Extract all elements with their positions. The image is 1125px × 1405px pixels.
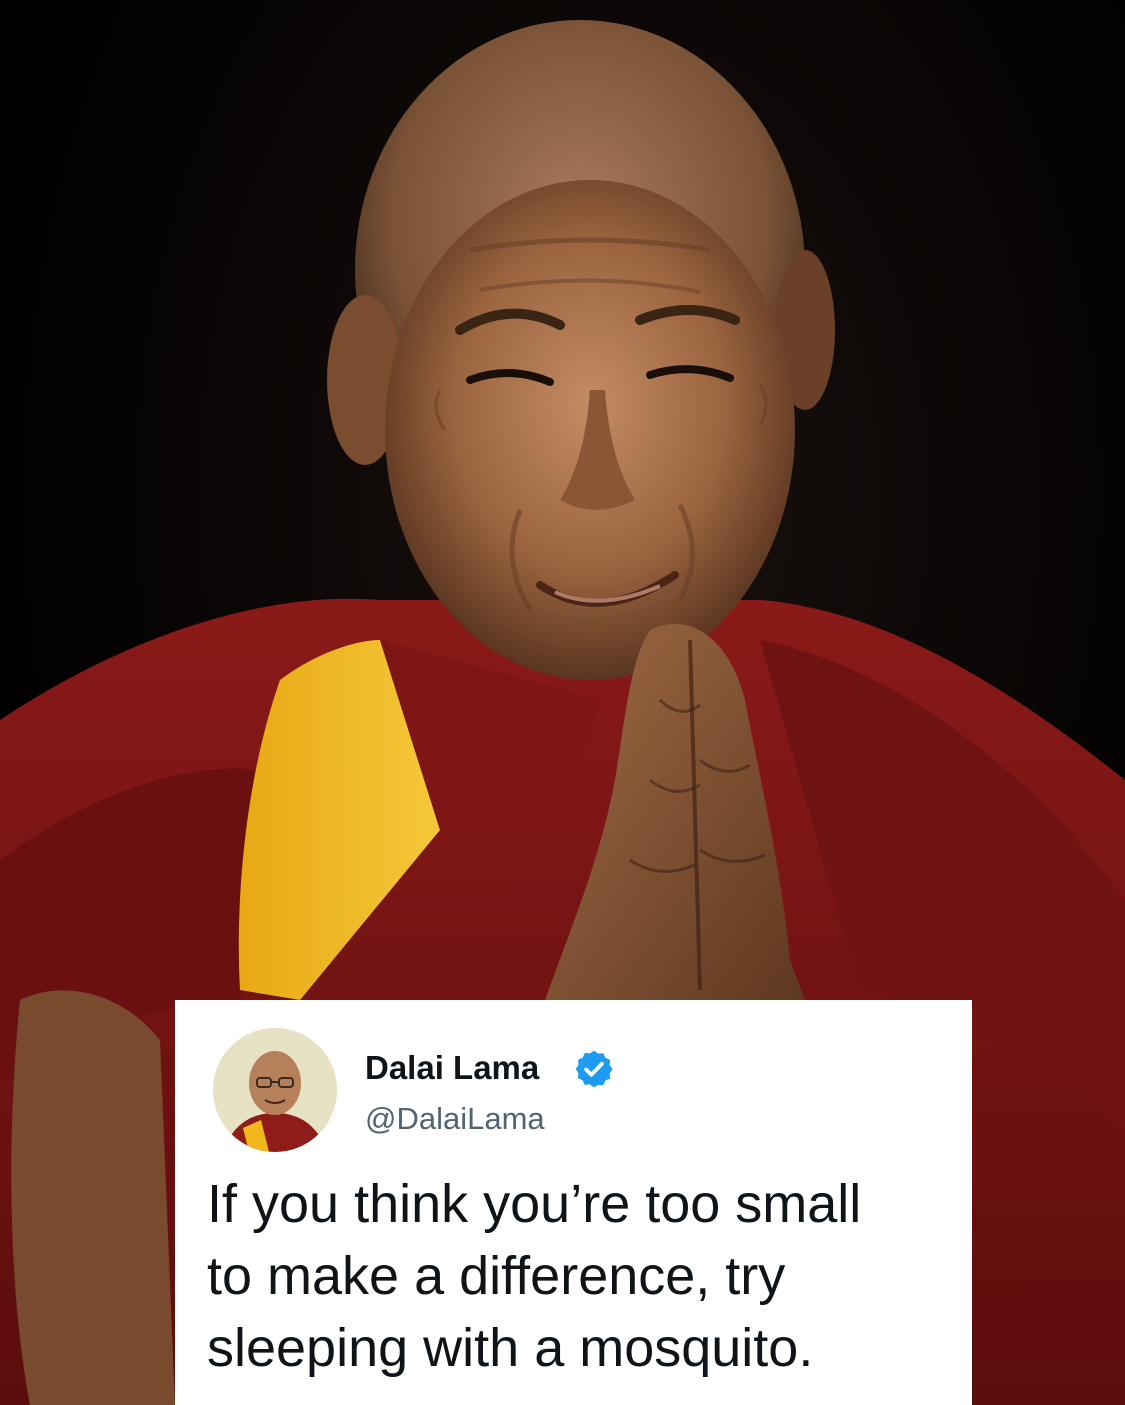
tweet-text: If you think you’re too small to make a difference, try sleeping with a mosquito. (207, 1174, 862, 1378)
handle[interactable]: @DalaiLama (365, 1101, 545, 1136)
avatar-image (213, 1028, 337, 1152)
verified-badge-icon (573, 1048, 615, 1090)
display-name[interactable]: Dalai Lama (365, 1049, 540, 1086)
avatar[interactable] (213, 1028, 337, 1152)
tweet-card (175, 1000, 972, 1405)
bare-arm (11, 990, 175, 1405)
